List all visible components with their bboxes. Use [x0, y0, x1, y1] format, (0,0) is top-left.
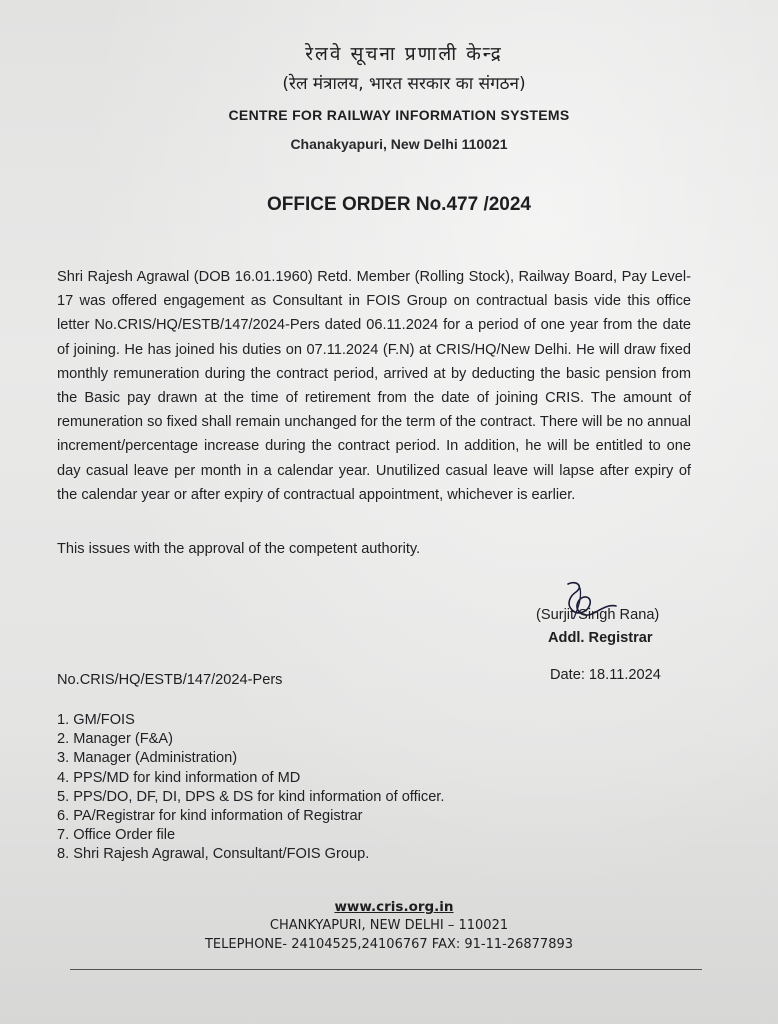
distribution-item: 3. Manager (Administration): [57, 750, 238, 767]
signatory-designation: Addl. Registrar: [548, 630, 653, 646]
footer-telephone: TELEPHONE- 24104525,24106767 FAX: 91-11-26877893: [204, 937, 574, 952]
org-name-hindi: रेलवे सूचना प्रणाली केन्द्र: [305, 43, 503, 65]
approval-note: This issues with the approval of the competent authority.: [57, 541, 421, 557]
distribution-list: [57, 711, 444, 865]
org-address: Chanakyapuri, New Delhi 110021: [290, 136, 508, 152]
distribution-item: 2. Manager (F&A): [57, 731, 173, 748]
org-name-english: CENTRE FOR RAILWAY INFORMATION SYSTEMS: [228, 107, 570, 123]
reference-number: No.CRIS/HQ/ESTB/147/2024-Pers: [57, 672, 283, 688]
distribution-item: 1. GM/FOIS: [57, 712, 135, 728]
distribution-item: 4. PPS/MD for kind information of MD: [57, 769, 301, 786]
distribution-item: 5. PPS/DO, DF, DI, DPS & DS for kind information of officer.: [57, 788, 445, 805]
signatory-name: (Surjit Singh Rana): [536, 607, 660, 623]
org-subtitle-hindi: (रेल मंत्रालय, भारत सरकार का संगठन): [282, 74, 526, 94]
distribution-item: 6. PA/Registrar for kind information of Registrar: [57, 808, 363, 825]
footer-website: www.cris.org.in: [334, 899, 454, 915]
distribution-item: 8. Shri Rajesh Agrawal, Consultant/FOIS Group.: [57, 846, 370, 863]
order-title: OFFICE ORDER No.477 /2024: [267, 194, 531, 215]
order-date: Date: 18.11.2024: [550, 667, 661, 683]
footer-divider: [70, 969, 702, 970]
footer-address: CHANKYAPURI, NEW DELHI – 110021: [269, 918, 509, 933]
distribution-item: 7. Office Order file: [57, 827, 176, 844]
order-body: Shri Rajesh Agrawal (DOB 16.01.1960) Retd. Member (Rolling Stock), Railway Board, Pay Level-17 was offered engagement as Consultant in FOIS Group on contractual basis vide this office letter No.CRIS/HQ/ESTB/147/2024-Pers dated 06.11.2024 for a period of one year from the date of joining. He has joined his duties on 07.11.2024 (F.N) at CRIS/HQ/New Delhi. He will draw fixed monthly remuneration during the contract period, arrived at by deducting the basic pension from the Basic pay drawn at the time of retirement from the date of joining CRIS. The amount of remuneration so fixed shall remain unchanged for the term of the contract. There will be no annual increment/percentage increase during the contract period. In addition, he will be entitled to one day casual leave per month in a calendar year. Unutilized casual leave will lapse after expiry of the calendar year or after expiry of contractual appointment, whichever is earlier.: [57, 269, 691, 503]
